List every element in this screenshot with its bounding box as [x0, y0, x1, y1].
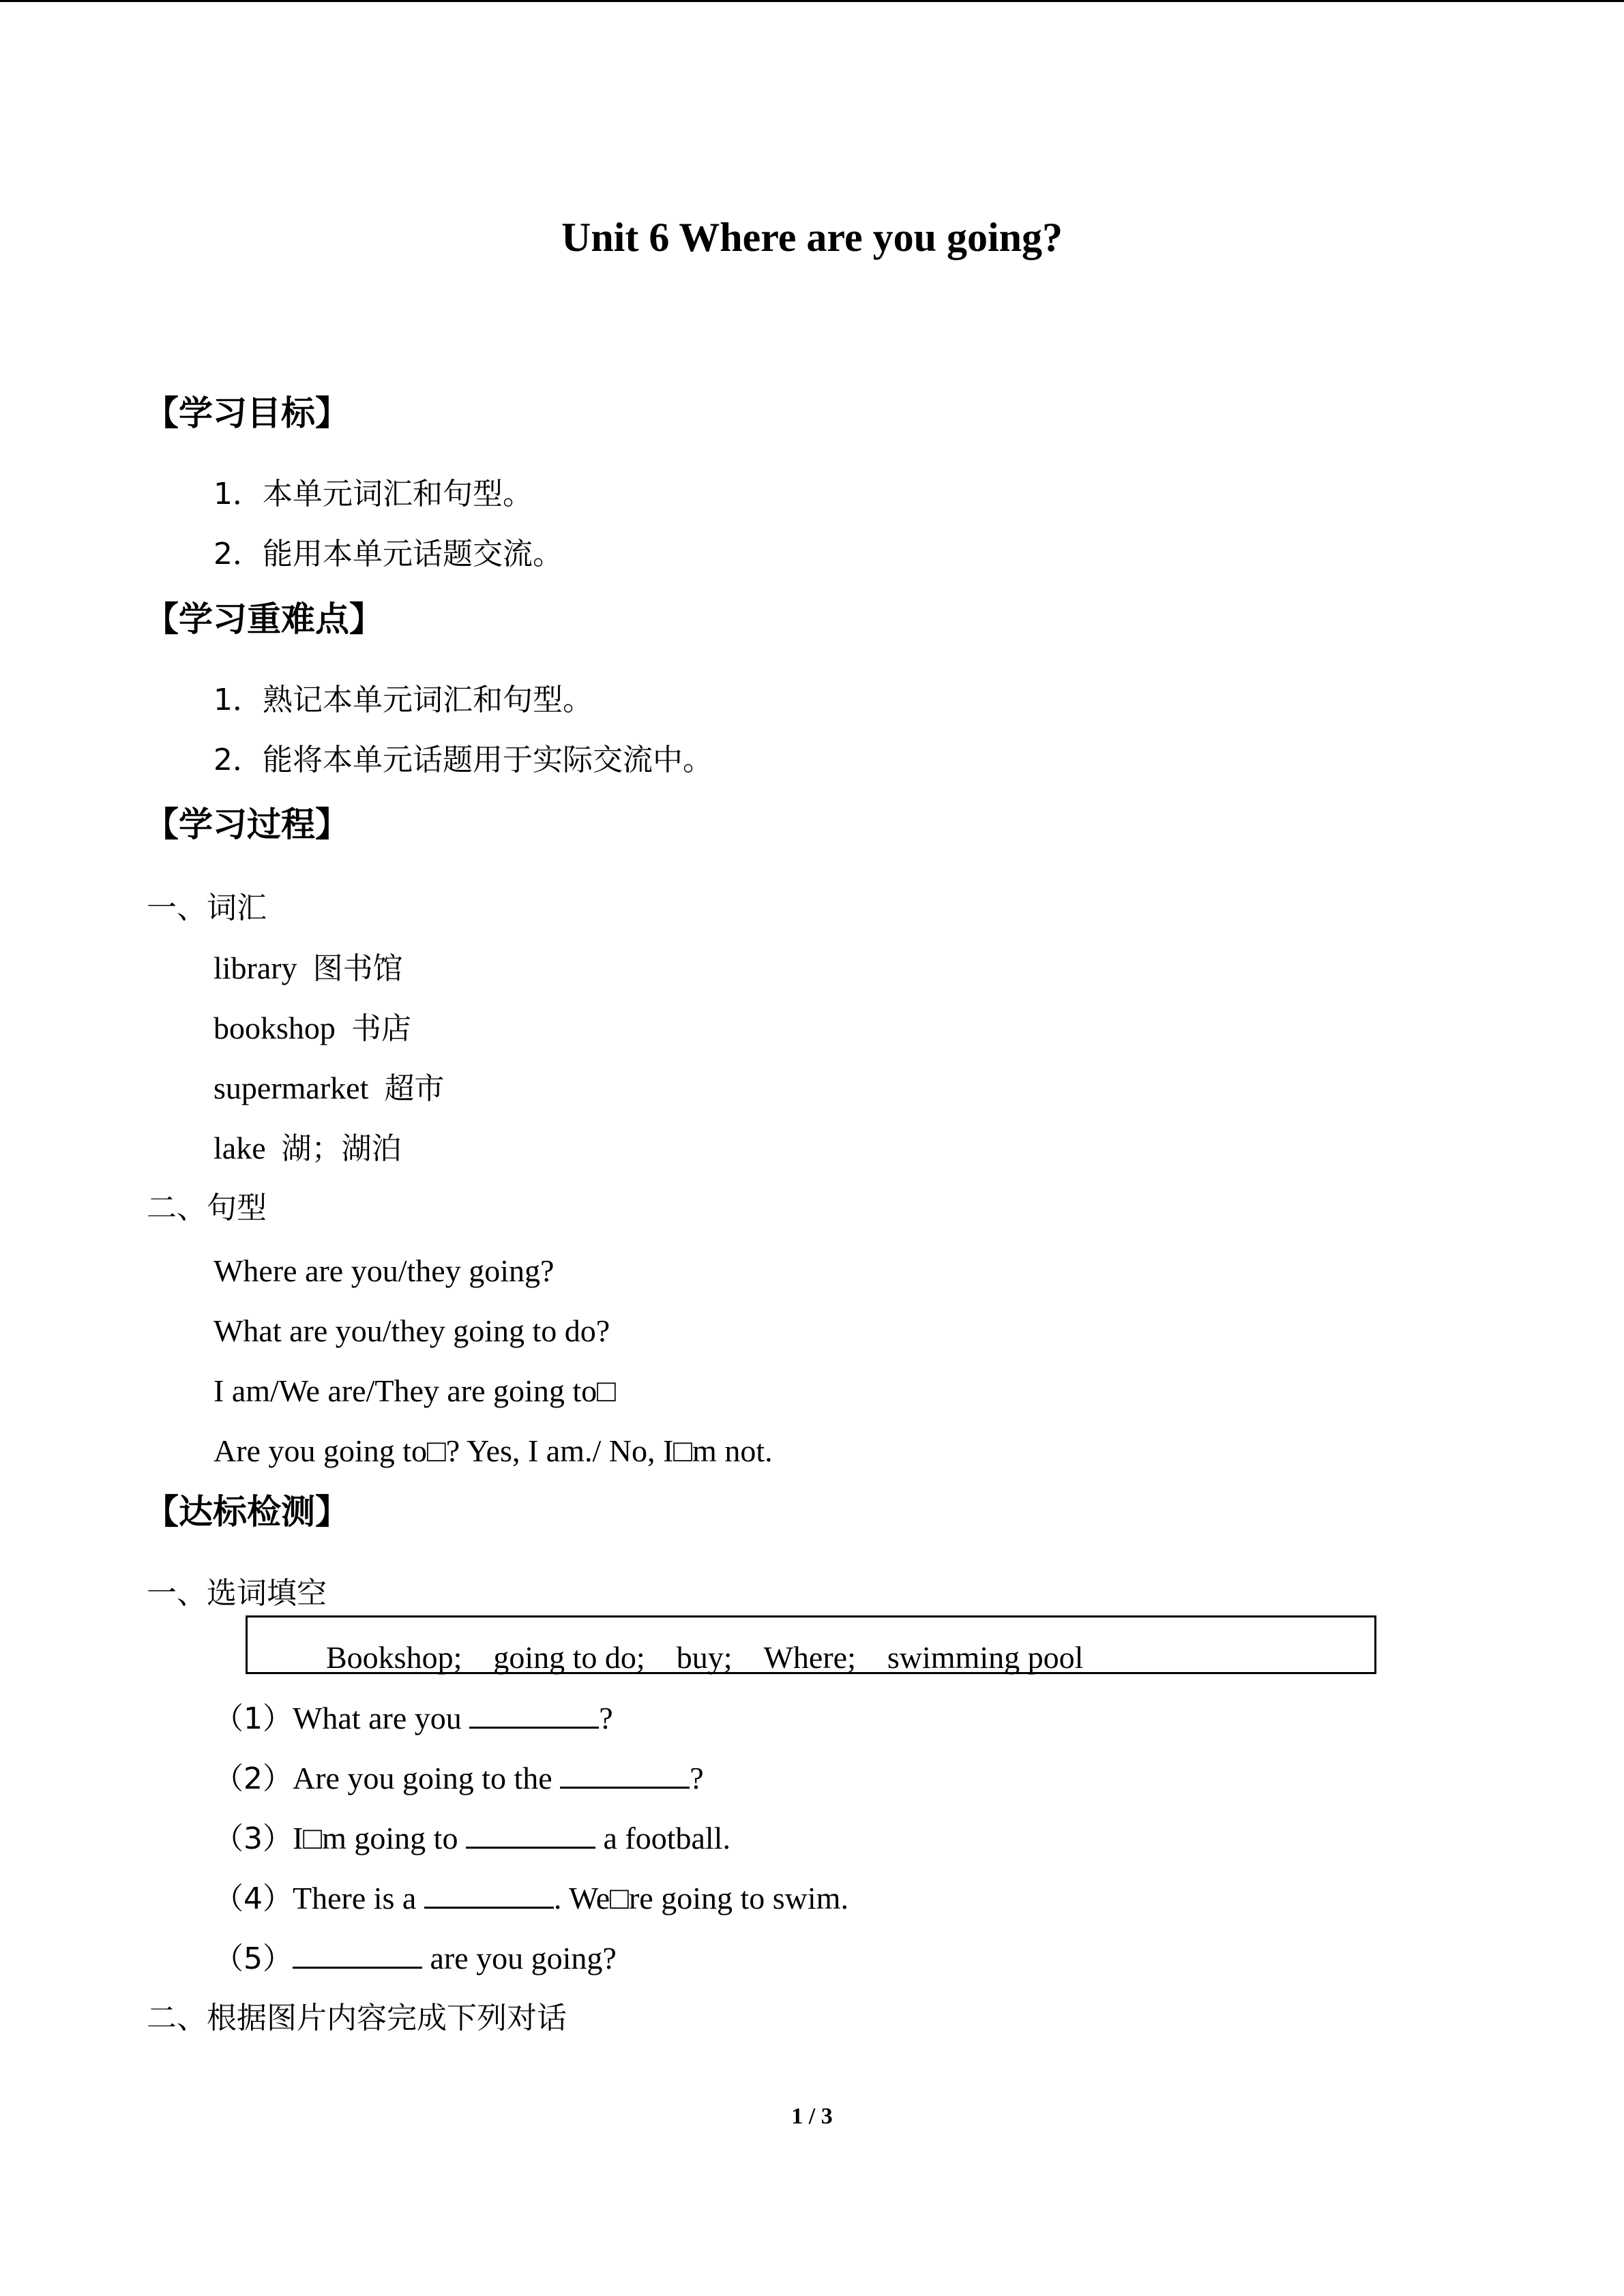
answer-blank[interactable] [466, 1822, 595, 1849]
vocab-item [213, 1128, 402, 1169]
question-number: （1） [213, 1701, 293, 1736]
dialogue-task-title: 二、根据图片内容完成下列对话 [147, 2001, 567, 2036]
page-number: 1 / 3 [791, 2104, 833, 2129]
question-3 [213, 1818, 730, 1860]
page-top-rule [0, 0, 1624, 2]
key-point-item-1: 1．熟记本单元词汇和句型。 [213, 683, 593, 717]
vocab-en: library [213, 951, 297, 985]
fill-in-title: 一、选词填空 [147, 1576, 327, 1611]
question-text-before: What are you [293, 1701, 470, 1735]
question-number: （2） [213, 1761, 293, 1796]
heading-key-points: 【学习重难点】 [145, 599, 383, 639]
word-bank-item: Where; [763, 1640, 856, 1675]
question-text-after: ? [690, 1761, 704, 1795]
vocab-title: 一、词汇 [147, 891, 267, 925]
question-text-after: are you going? [422, 1941, 617, 1976]
vocab-cn: 超市 [384, 1071, 445, 1106]
question-text-after: a football. [595, 1821, 730, 1855]
question-number: （3） [213, 1821, 293, 1856]
question-2 [213, 1758, 704, 1800]
vocab-en: supermarket [213, 1071, 369, 1105]
vocab-item [213, 1008, 411, 1049]
question-4 [213, 1878, 848, 1920]
answer-blank[interactable] [424, 1882, 554, 1909]
pattern-item-2: What are you/they going to do? [213, 1313, 610, 1348]
answer-blank[interactable] [293, 1942, 422, 1969]
question-text-before: I□m going to [293, 1821, 466, 1855]
vocab-item [213, 948, 403, 989]
document-title: Unit 6 Where are you going? [561, 215, 1063, 260]
heading-learning-goals: 【学习目标】 [145, 393, 349, 433]
vocab-cn: 图书馆 [312, 951, 403, 986]
answer-blank[interactable] [560, 1762, 690, 1789]
question-5 [213, 1938, 617, 1980]
word-bank-item: buy; [676, 1640, 733, 1675]
question-text-before: There is a [293, 1881, 424, 1915]
pattern-item-3: I am/We are/They are going to□ [213, 1373, 616, 1408]
question-number: （4） [213, 1881, 293, 1916]
answer-blank[interactable] [469, 1702, 599, 1729]
word-bank-item: going to do; [493, 1640, 645, 1675]
heading-assessment: 【达标检测】 [145, 1492, 349, 1532]
vocab-cn: 湖；湖泊 [281, 1131, 402, 1166]
pattern-item-1: Where are you/they going? [213, 1253, 555, 1288]
question-text-before: Are you going to the [293, 1761, 561, 1795]
vocab-en: lake [213, 1131, 266, 1165]
vocab-item [213, 1068, 444, 1109]
word-bank [326, 1637, 1114, 1678]
pattern-item-4: Are you going to□? Yes, I am./ No, I□m not. [213, 1433, 773, 1468]
goal-item-2: 2．能用本单元话题交流。 [213, 537, 563, 571]
heading-learning-process: 【学习过程】 [145, 805, 349, 844]
question-number: （5） [213, 1941, 293, 1976]
question-text-after: ? [599, 1701, 613, 1735]
word-bank-item: Bookshop; [326, 1640, 462, 1675]
pattern-title: 二、句型 [147, 1191, 267, 1225]
key-point-item-2: 2．能将本单元话题用于实际交流中。 [213, 743, 713, 777]
word-bank-item: swimming pool [887, 1640, 1084, 1675]
question-text-after: . We□re going to swim. [553, 1881, 848, 1915]
goal-item-1: 1．本单元词汇和句型。 [213, 477, 533, 511]
question-1 [213, 1698, 613, 1740]
vocab-cn: 书店 [351, 1011, 411, 1046]
vocab-en: bookshop [213, 1011, 336, 1045]
